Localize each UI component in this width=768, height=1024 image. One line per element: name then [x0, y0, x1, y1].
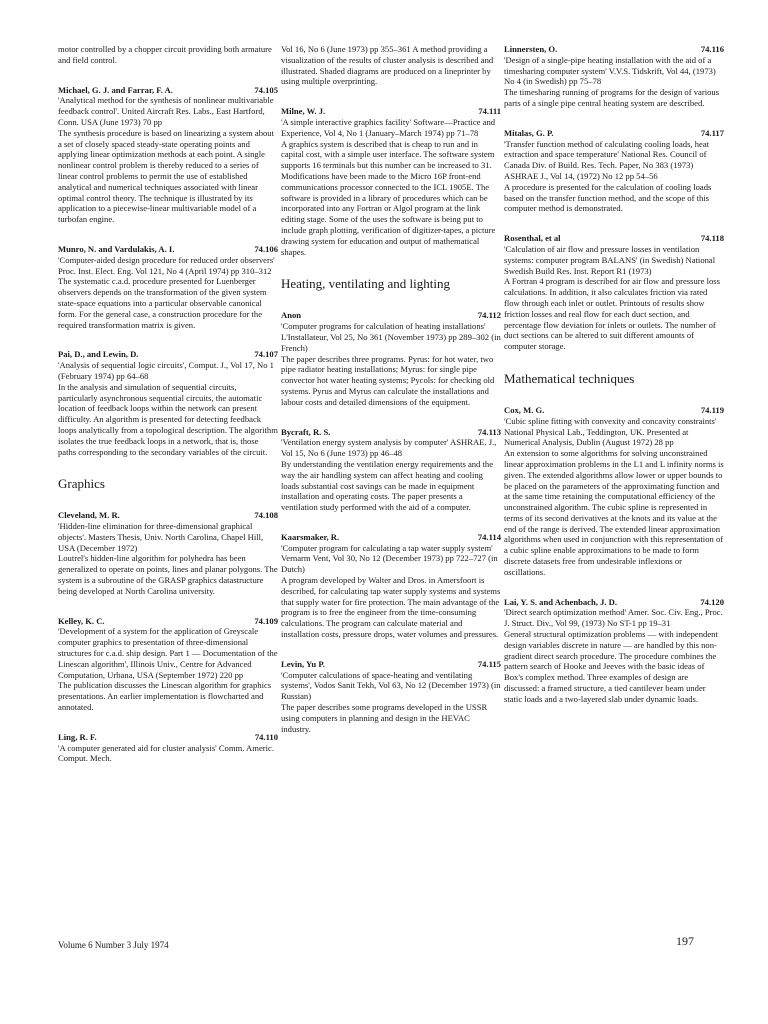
- section-heading: Heating, ventilating and lighting: [281, 276, 450, 292]
- entry-abstract: The timesharing running of programs for the design of various parts of a single pipe central heating system are described.: [504, 87, 720, 108]
- entry-abstract: Loutrel's hidden-line algorithm for polyhedra has been generalized to operate on points, lines and planar polygons. The system is a subroutine of the GRASP graphics datastructure being developed at North Carolina university.: [58, 553, 278, 596]
- entry-number: 74.114: [477, 531, 501, 542]
- entry-abstract: The synthesis procedure is based on linearizing a system about a set of closely spaced steady-state operating points and applying linear optimization methods at each point. A single nonlinear control problem is thereby reduced to a series of linear control problems to permit the use of established analytical and numerical techniques associated with linear optimal control theory. The technique is illustrated by its application to a piecewise-linear multivariable model of a turbofan engine.: [58, 127, 274, 225]
- entry-abstract: A procedure is presented for the calculation of cooling loads based on the transfer function method, and the scope of this computer method is demonstrated.: [504, 181, 712, 214]
- abstract-entry: [58, 616, 278, 713]
- entry-author: Ling, R. F.: [58, 731, 97, 742]
- entry-citation: 'Hidden-line elimination for three-dimensional graphical objects'. Masters Thesis, Univ. North Carolina, Chapel Hill, USA (December 1972): [58, 521, 264, 553]
- abstract-entry: [504, 405, 724, 578]
- abstract-entry: [281, 427, 501, 513]
- section-heading: Graphics: [58, 476, 105, 492]
- entry-abstract: The paper describes some programs developed in the USSR using computers in planning and design in the HEVAC industry.: [281, 702, 488, 734]
- page-number: 197: [676, 934, 694, 948]
- abstract-entry: [58, 244, 278, 330]
- entry-citation: 'Design of a single-pipe heating installation with the aid of a timesharing computer system' V.V.S. Tidskrift, Vol 44, (1973) No 4 (in Swedish) pp 75–78: [504, 54, 716, 87]
- entry-abstract: By understanding the ventilation energy requirements and the way the air handling system can affect heating and cooling loads substantial cost savings can be made in equipment installation and operating costs. The paper presents a ventilation study performed with the aid of a computer.: [281, 458, 494, 513]
- entry-header: [281, 106, 501, 117]
- abstract-entry: [281, 106, 501, 257]
- issue-footer: Volume 6 Number 3 July 1974: [58, 940, 169, 950]
- entry-citation: 'Computer calculations of space-heating and ventilating systems', Vodos Sanit Tekh, Vol 63, No 12 (December 1973) (in Russian): [281, 669, 501, 702]
- entry-citation: 'A simple interactive graphics facility' Software—Practice and Experience, Vol 4, No 1 (January–March 1974) pp 71–78: [281, 116, 496, 138]
- entry-citation: 'Calculation of air flow and pressure losses in ventilation systems: computer program BALANS' (in Swedish) National Swedish Build Res. Inst. Report R1 (1973): [504, 243, 716, 276]
- entry-author: Michael, G. J. and Farrar, F. A.: [58, 84, 173, 95]
- abstract-entry: [504, 597, 724, 705]
- entry-abstract: A program developed by Walter and Dros. in Amersfoort is described, for calculating tap water supply systems and systems that supply water for fire protection. The main advantage of the program is to free the engineer from the time-consuming calculations. The program can calculate material and installation costs, pressure drops, water volumes and pressures.: [281, 575, 501, 640]
- abstract-entry: [504, 44, 724, 109]
- entry-header: [58, 616, 278, 627]
- abstract-entry: [281, 310, 501, 407]
- entry-citation: 'Computer programs for calculation of heating installations' L'Installateur, Vol 25, No 361 (November 1973) pp 289–302 (in French): [281, 321, 501, 353]
- entry-header: [504, 128, 724, 139]
- entry-author: Levin, Yu P.: [281, 658, 325, 669]
- abstract-entry: [58, 349, 278, 457]
- abstract-entry: [58, 732, 278, 764]
- entry-number: 74.120: [700, 596, 724, 607]
- entry-citation: 'Direct search optimization method' Amer. Soc. Civ. Eng., Proc. J. Struct. Div., Vol 99, (1973) No ST-1 pp 19–31: [504, 607, 723, 629]
- entry-header: [281, 310, 501, 321]
- entry-number: 74.116: [700, 44, 724, 54]
- entry-header: [504, 405, 724, 416]
- entry-citation: 'Transfer function method of calculating cooling loads, heat extraction and space temperature' National Res. Council of Canada Div. of Build. Res. Tech. Paper, No 383 (1973) ASHRAE J., Vol 14, (1972) No 12 pp 54–56: [504, 138, 710, 181]
- entry-citation: 'Computer program for calculating a tap water supply system' Vernarm Vent, Vol 30, No 12 (December 1973) pp 722–727 (in Dutch): [281, 542, 498, 575]
- entry-author: Munro, N. and Vardulakis, A. I.: [58, 243, 175, 254]
- entry-abstract: The publication discusses the Linescan algorithm for graphics presentations. An earlier implementation is flowcharted and annotated.: [58, 680, 272, 713]
- section-heading: Mathematical techniques: [504, 370, 635, 386]
- entry-author: Anon: [281, 310, 302, 321]
- column-2: [281, 44, 501, 753]
- entry-author: Milne, W. J.: [281, 106, 326, 117]
- entry-citation: 'Analytical method for the synthesis of nonlinear multivariable feedback control'. United Aircraft Res. Labs., East Hartford, Conn. USA (June 1973) 70 pp: [58, 95, 274, 127]
- entry-citation: 'Analysis of sequential logic circuits', Comput. J., Vol 17, No 1 (February 1974) pp 64–68: [58, 360, 274, 381]
- entry-citation: 'Ventilation energy system analysis by computer' ASHRAE. J., Vol 15, No 6 (June 1973) pp 46–48: [281, 437, 497, 459]
- column-1: [58, 44, 278, 783]
- entry-number: 74.109: [254, 615, 278, 626]
- abstract-entry: [58, 85, 278, 225]
- entry-author: Cleveland, M. R.: [58, 510, 120, 521]
- entry-number: 74.107: [254, 349, 278, 360]
- entry-header: [58, 732, 278, 743]
- abstract-entry: [281, 532, 501, 640]
- entry-author: Linnersten, O.: [504, 44, 558, 54]
- entry-abstract: An extension to some algorithms for solving unconstrained linear approximation problems in the L1 and L infinity norms is given. The extended algorithms allow lower or upper bounds to be placed on the parameters of the approximating function and at the same time retaining the computational efficiency of the unconstrained algorithm. The cubic spline is represented in terms of its second derivatives at the knots and its value at the end of the range is derived. The extended linear approximation algorithms when used in conjunction with this representation of a cubic spline enable approximations to be made to form discrete datasets free from undesirable inflexions or oscillations.: [504, 448, 724, 577]
- entry-abstract: In the analysis and simulation of sequential circuits, particularly asynchronous sequential circuits, the automatic location of feedback loops within the network can present difficulty. An algorithm is presented for detecting feedback loops analytically from a topological description. The algorithm isolates the true feedback loops in a network, that is, those paths corresponding to the secondary variables of the circuit.: [58, 381, 278, 457]
- continued-text: motor controlled by a chopper circuit providing both armature and field control.: [58, 44, 272, 65]
- entry-header: [58, 244, 278, 255]
- entry-author: Kelley, K. C.: [58, 615, 105, 626]
- entry-abstract: The systematic c.a.d. procedure presented for Luenberger observers depends on the transformation of the given system state-space equations into a particular observable canonical form. For the general case, a construction procedure for the required transformation matrix is given.: [58, 276, 267, 330]
- abstract-entry: [504, 233, 724, 352]
- entry-citation: 'A computer generated aid for cluster analysis' Comm. Americ. Comput. Mech.: [58, 742, 274, 764]
- column-3: [504, 44, 724, 724]
- entry-header: [504, 233, 724, 244]
- entry-number: 74.108: [254, 510, 278, 521]
- entry-abstract: A Fortran 4 program is described for air flow and pressure loss calculations. In addition, it also calculates friction via rated flow through each inlet or outlet. Printouts of results show friction losses and real flow for each duct section, and percentage flow deviation for inlets or outlets. The number of duct sections can be altered to suit different amounts of computer storage.: [504, 276, 720, 352]
- entry-number: 74.106: [254, 243, 278, 254]
- entry-citation: 'Development of a system for the application of Greyscale computer graphics to presentation of three-dimensional structures for c.a.d. ship design. Part 1 — Documentation of the Linescan algorithm', Illinois Univ., Centre for Advanced Computation, Urbana, USA (September 1972) 220 pp: [58, 626, 278, 680]
- entry-abstract: A graphics system is described that is cheap to run and in capital cost, with a simple user interface. The software system supports 16 terminals but this number can be increased to 31. Modifications have been made to the Micro 16P front-end communications processor connected to the ICL 1905E. The software is provided in a library of procedures which can be incorporated into any Fortran or Algol program at the link editing stage. Some of the uses the software is being put to include graph plotting, verification of digitizer-tapes, a picture drawing system for education and output of mathematical shapes.: [281, 138, 496, 257]
- entry-author: Mitalas, G. P.: [504, 127, 554, 138]
- entry-author: Pai, D., and Lewin, D.: [58, 349, 139, 360]
- entry-number: 74.110: [254, 731, 278, 742]
- continued-text: Vol 16, No 6 (June 1973) pp 355–361 A method providing a visualization of the results of cluster analysis is described and illustrated. Shaded diagrams are produced on a lineprinter by using multiple overprinting.: [281, 44, 494, 87]
- entry-abstract: The paper describes three programs. Pyrus: for hot water, two pipe radiator heating installations; Myrus: for single pipe convector hot water heating systems; Pycols: for checking old systems. Pyrus and Myrus can calculate the installations and labour costs and detailed dimensions of the equipment.: [281, 353, 495, 407]
- entry-abstract: General structural optimization problems — with independent design variables discrete in nature — are handled by this non-gradient direct search procedure. The procedure combines the pattern search of Hooke and Jeeves with the basic ideas of Box's complex method. Three examples of design are discussed: a framed structure, a tied cantilever beam under static loads and a two-layered slab under dynamic loads.: [504, 629, 718, 704]
- entry-author: Cox, M. G.: [504, 404, 545, 415]
- entry-header: [281, 659, 501, 670]
- entry-number: 74.112: [477, 310, 501, 321]
- entry-header: [504, 597, 724, 608]
- entry-header: [58, 85, 278, 96]
- entry-header: [281, 532, 501, 543]
- entry-header: [504, 44, 724, 55]
- entry-number: 74.119: [700, 404, 724, 415]
- entry-number: 74.105: [254, 84, 278, 95]
- entry-header: [58, 349, 278, 360]
- abstract-entry: [281, 659, 501, 735]
- entry-header: [58, 510, 278, 521]
- entry-author: Bycraft, R. S.: [281, 426, 331, 437]
- entry-number: 74.113: [477, 426, 501, 437]
- abstract-entry: [504, 128, 724, 214]
- entry-number: 74.111: [478, 106, 501, 117]
- entry-number: 74.115: [477, 658, 501, 669]
- entry-header: [281, 427, 501, 438]
- entry-author: Kaarsmaker, R.: [281, 531, 340, 542]
- entry-number: 74.118: [700, 233, 724, 244]
- entry-author: Lai, Y. S. and Achenbach, J. D.: [504, 596, 618, 607]
- entry-author: Rosenthal, et al: [504, 233, 561, 244]
- entry-citation: 'Cubic spline fitting with convexity and concavity constraints' National Physical Lab., Teddington, UK. Presented at Numerical Analysis, Dublin (August 1972) 28 pp: [504, 415, 717, 448]
- entry-number: 74.117: [700, 127, 724, 138]
- abstract-entry: [58, 510, 278, 596]
- entry-citation: 'Computer-aided design procedure for reduced order observers' Proc. Inst. Elect. Eng. Vol 121, No 4 (April 1974) pp 310–312: [58, 254, 275, 276]
